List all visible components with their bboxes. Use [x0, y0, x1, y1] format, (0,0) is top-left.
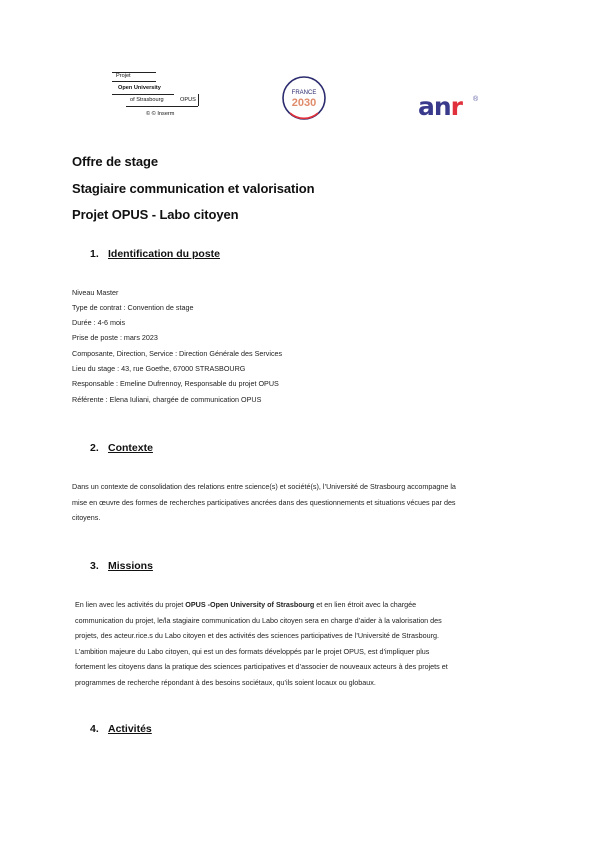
- missions-line1-pre: En lien avec les activités du projet: [75, 600, 186, 609]
- france-2030-logo: [280, 75, 328, 121]
- missions-line: communication du projet, le/la stagiaire communication du Labo citoyen sera en charge d’aider à la valorisation des: [75, 615, 442, 625]
- missions-line: [75, 597, 525, 613]
- opus-logo-rule: [112, 81, 156, 82]
- opus-logo-rule: [112, 94, 174, 95]
- france-2030-top-text: FRANCE: [291, 90, 317, 96]
- section-4-number: 4.: [90, 723, 99, 735]
- section-2-number: 2.: [90, 442, 99, 454]
- section-4-heading: Activités: [108, 723, 152, 735]
- missions-line: programmes de recherche répondant à des besoins sociétaux, qu’ils soient locaux ou globaux.: [75, 677, 376, 687]
- missions-project-name: OPUS -Open University of Strasbourg: [185, 600, 315, 609]
- opus-logo-line3: of Strasbourg: [130, 97, 164, 103]
- france-2030-bottom-text: 2030: [291, 97, 317, 109]
- anr-logo-text-r: r: [450, 92, 463, 121]
- anr-logo-text: [418, 93, 462, 121]
- anr-logo: [416, 93, 486, 123]
- identification-line: Responsable : Emeline Dufrennoy, Responsable du projet OPUS: [72, 379, 279, 388]
- section-2-heading: Contexte: [108, 442, 153, 454]
- identification-line: Niveau Master: [72, 288, 119, 297]
- missions-paragraph: [75, 597, 525, 690]
- anr-logo-text-a: an: [418, 92, 451, 121]
- document-title-line2: Stagiaire communication et valorisation: [72, 181, 315, 196]
- section-3-number: 3.: [90, 560, 99, 572]
- anr-registered-mark: ®: [473, 96, 479, 103]
- contexte-line: Dans un contexte de consolidation des relations entre science(s) et société(s), l’Université de Strasbourg accompagne la: [72, 482, 456, 491]
- section-1-number: 1.: [90, 248, 99, 260]
- contexte-paragraph: [72, 479, 532, 526]
- opus-logo-line3-suffix: OPUS: [180, 97, 196, 103]
- opus-logo-rule: [126, 106, 198, 107]
- contexte-line: mise en œuvre des formes de recherches participatives ancrées dans des questionnements et situations vécues par des: [72, 497, 456, 507]
- identification-line: Prise de poste : mars 2023: [72, 333, 158, 342]
- opus-logo-line2: Open University: [118, 85, 161, 91]
- missions-line: fortement les citoyens dans la pratique des sciences participatives et d’associer de nouveaux acteurs à des projets et: [75, 662, 448, 671]
- missions-line1-post: et en lien étroit avec la chargée: [314, 600, 417, 609]
- identification-line: Type de contrat : Convention de stage: [72, 303, 194, 312]
- identification-line: Référente : Elena Iuliani, chargée de communication OPUS: [72, 395, 262, 404]
- missions-line: L’ambition majeure du Labo citoyen, qui est un des formats développés par le projet OPUS, est d’impliquer plus: [75, 646, 430, 656]
- missions-line: projets, des acteur.rice.s du Labo citoyen et des activités des sciences participatives de l’Université de Strasbourg.: [75, 631, 439, 640]
- france-2030-emblem: [280, 75, 328, 121]
- contexte-line: citoyens.: [72, 513, 101, 522]
- opus-logo: [112, 68, 208, 122]
- identification-line: Composante, Direction, Service : Direction Générale des Services: [72, 349, 283, 358]
- section-1-heading: Identification du poste: [108, 248, 220, 260]
- document-title-line1: Offre de stage: [72, 154, 159, 169]
- opus-logo-vrule: [198, 94, 199, 106]
- section-3-heading: Missions: [108, 560, 153, 572]
- opus-logo-partners: © © Inserm: [146, 111, 175, 117]
- document-title-line3: Projet OPUS - Labo citoyen: [72, 207, 239, 222]
- identification-line: Durée : 4-6 mois: [72, 318, 126, 327]
- opus-logo-line1: Projet: [116, 73, 131, 79]
- identification-line: Lieu du stage : 43, rue Goethe, 67000 STRASBOURG: [72, 364, 246, 373]
